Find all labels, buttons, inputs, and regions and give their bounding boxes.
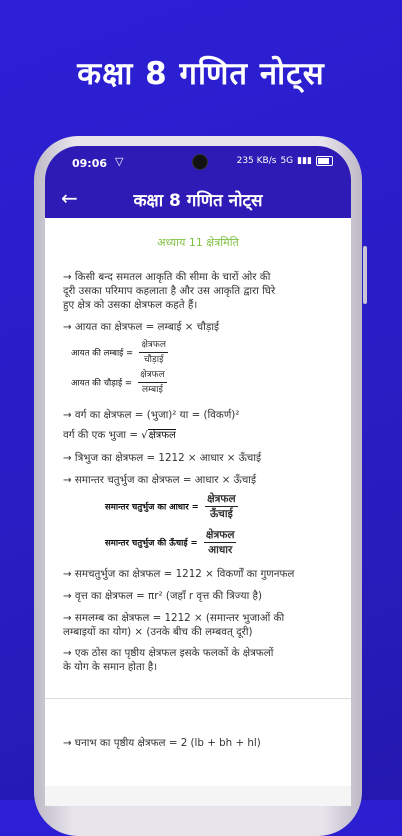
formula-label: वर्ग की एक भुजा = xyxy=(63,429,138,441)
square-root: √क्षेत्रफल xyxy=(141,430,176,441)
note-line: → त्रिभुज का क्षेत्रफल = 1212 × आधार × ऊँचाई xyxy=(63,452,262,464)
formula-square-side xyxy=(63,428,176,443)
vpn-icon: ▽ xyxy=(115,155,124,168)
status-bar xyxy=(45,146,351,178)
formula-parallelogram-height xyxy=(105,528,236,557)
note-line: → समान्तर चतुर्भुज का क्षेत्रफल = आधार × ऊँचाई xyxy=(63,474,257,486)
status-time: 09:06 xyxy=(72,157,108,170)
note-line: → वृत्त का क्षेत्रफल = πr² (जहाँ r वृत्त की त्रिज्या है) xyxy=(63,590,263,602)
fraction-numerator: क्षेत्रफल xyxy=(205,529,235,541)
fraction xyxy=(204,528,237,557)
chapter-title: अध्याय 11 क्षेत्रमिति xyxy=(157,236,239,249)
fraction-numerator: क्षेत्रफल xyxy=(138,368,166,383)
formula-parallelogram-base xyxy=(105,492,238,521)
note-line: → वर्ग का क्षेत्रफल = (भुजा)² या = (विकर्ण)² xyxy=(63,409,240,421)
note-line: → समलम्ब का क्षेत्रफल = 1212 × (समान्तर भुजाओं की xyxy=(63,612,285,624)
fraction xyxy=(205,492,238,521)
note-line: हुए क्षेत्र को उसका क्षेत्रफल कहते हैं। xyxy=(63,299,198,311)
phone-side-button xyxy=(363,246,367,304)
signal-icon: ▮▮▮ xyxy=(297,156,312,166)
section-divider xyxy=(45,698,351,699)
formula-label: समान्तर चतुर्भुज की ऊँचाई = xyxy=(105,538,198,549)
formula-rect-length xyxy=(71,338,168,367)
formula-rect-width xyxy=(71,368,167,397)
app-title: कक्षा 8 गणित नोट्स xyxy=(133,191,263,211)
note-line: के योग के समान होता है। xyxy=(63,661,158,673)
sqrt-content: क्षेत्रफल xyxy=(148,430,176,441)
fraction xyxy=(139,338,167,367)
fraction-numerator: क्षेत्रफल xyxy=(139,338,167,353)
note-line: दूरी उसका परिमाप कहलाता है और उस आकृति द्वारा घिरे xyxy=(63,285,276,297)
notes-content[interactable] xyxy=(45,218,351,806)
promo-title: कक्षा 8 गणित नोट्स xyxy=(77,56,325,92)
status-icons xyxy=(237,156,333,166)
note-line: → समचतुर्भुज का क्षेत्रफल = 1212 × विकर्णों का गुणनफल xyxy=(63,568,295,580)
bottom-fade xyxy=(45,786,351,806)
phone-screen xyxy=(45,146,351,806)
note-line: → किसी बन्द समतल आकृति की सीमा के चारों ओर की xyxy=(63,271,271,283)
fraction-numerator: क्षेत्रफल xyxy=(207,493,236,505)
fraction-denominator: चौड़ाई xyxy=(143,355,164,365)
front-camera xyxy=(192,154,208,170)
battery-icon xyxy=(316,156,333,166)
fraction-denominator: ऊँचाई xyxy=(209,508,233,520)
fraction-denominator: आधार xyxy=(208,544,233,556)
back-arrow-icon[interactable]: ← xyxy=(61,186,78,210)
fraction xyxy=(138,368,166,397)
note-line: → घनाभ का पृष्ठीय क्षेत्रफल = 2 (lb + bh + hl) xyxy=(63,737,261,749)
note-line: लम्बाइयों का योग) × (उनके बीच की लम्बवत् दूरी) xyxy=(63,626,253,638)
app-bar xyxy=(45,178,351,218)
formula-label: समान्तर चतुर्भुज का आधार = xyxy=(105,502,199,513)
network-type: 5G xyxy=(280,156,294,166)
note-line: → एक ठोस का पृष्ठीय क्षेत्रफल इसके फलकों के क्षेत्रफलों xyxy=(63,647,274,659)
note-line: → आयत का क्षेत्रफल = लम्बाई × चौड़ाई xyxy=(63,321,220,333)
fraction-denominator: लम्बाई xyxy=(142,385,163,395)
data-speed: 235 KB/s xyxy=(236,156,277,166)
formula-label: आयत की लम्बाई = xyxy=(71,348,134,359)
formula-label: आयत की चौड़ाई = xyxy=(71,378,132,389)
